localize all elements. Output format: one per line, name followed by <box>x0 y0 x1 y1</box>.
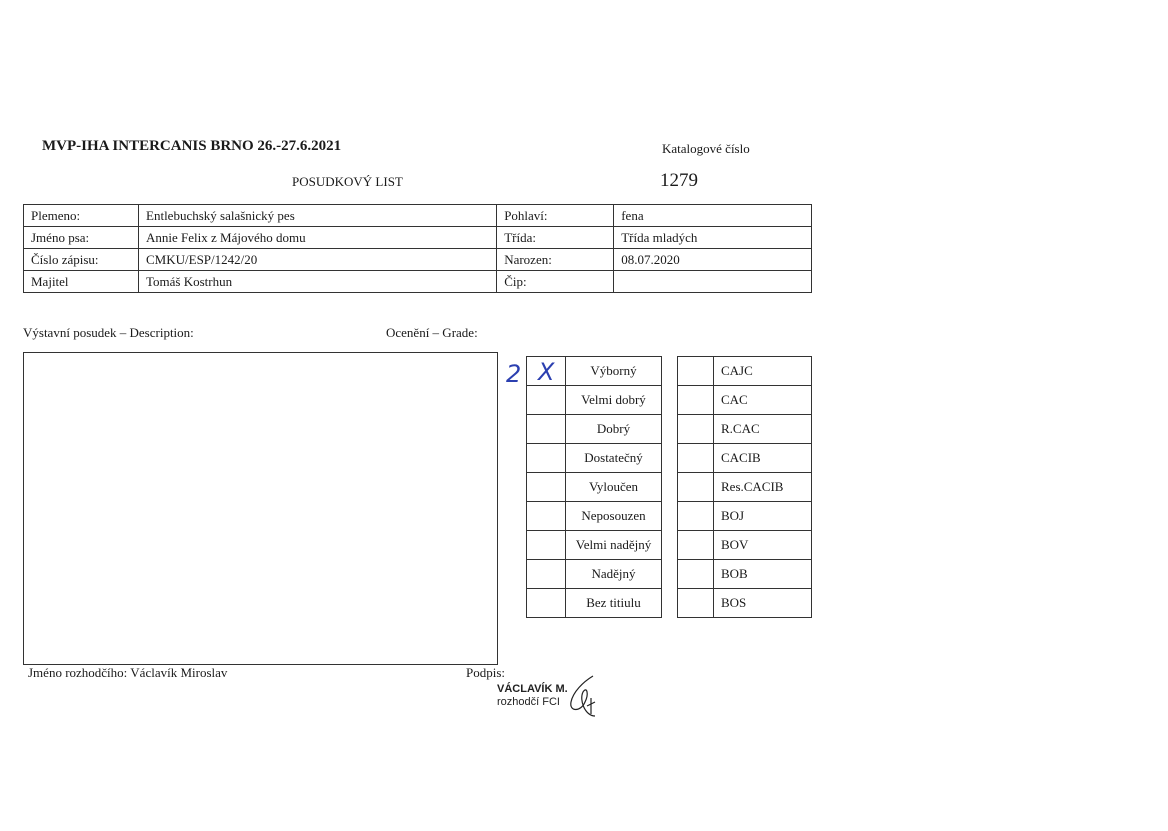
grade-mark-cell[interactable] <box>527 357 566 386</box>
grade-mark-cell[interactable] <box>527 473 566 502</box>
title-mark-cell[interactable] <box>678 415 714 444</box>
title-label-cell: CAC <box>714 386 812 415</box>
table-row <box>527 473 662 502</box>
judge-name: Jméno rozhodčího: Václavík Miroslav <box>28 665 228 680</box>
show-title: MVP-IHA INTERCANIS BRNO 26.-27.6.2021 <box>42 138 342 154</box>
table-row <box>678 531 812 560</box>
title-mark-cell[interactable] <box>678 589 714 618</box>
grade-mark-cell[interactable] <box>527 415 566 444</box>
table-row <box>678 386 812 415</box>
info-value: Annie Felix z Májového domu <box>139 227 497 249</box>
title-mark-cell[interactable] <box>678 473 714 502</box>
grade-mark-cell[interactable] <box>527 560 566 589</box>
table-row <box>678 357 812 386</box>
title-label-cell: Res.CACIB <box>714 473 812 502</box>
info-label: Číslo zápisu: <box>24 249 139 271</box>
info-value: fena <box>614 205 812 227</box>
info-value: Tomáš Kostrhun <box>139 271 497 293</box>
info-value: Entlebuchský salašnický pes <box>139 205 497 227</box>
title-mark-cell[interactable] <box>678 560 714 589</box>
grade-mark-cell[interactable] <box>527 386 566 415</box>
title-label-cell: BOB <box>714 560 812 589</box>
info-value: Třída mladých <box>614 227 812 249</box>
title-label-cell: BOV <box>714 531 812 560</box>
grade-label: Ocenění – Grade: <box>386 325 478 340</box>
stamp-name: VÁCLAVÍK M. <box>497 683 568 695</box>
table-row <box>527 560 662 589</box>
info-label: Jméno psa: <box>24 227 139 249</box>
title-label-cell: BOS <box>714 589 812 618</box>
table-row <box>678 473 812 502</box>
grade-label-cell: Vyloučen <box>566 473 662 502</box>
table-row <box>678 589 812 618</box>
title-mark-cell[interactable] <box>678 444 714 473</box>
table-row <box>678 444 812 473</box>
grade-label-cell: Výborný <box>566 357 662 386</box>
grade-mark-cell[interactable] <box>527 502 566 531</box>
table-row <box>678 502 812 531</box>
stamp-role: rozhodčí FCI <box>497 696 560 708</box>
table-row <box>527 386 662 415</box>
grade-label-cell: Nadějný <box>566 560 662 589</box>
title-mark-cell[interactable] <box>678 531 714 560</box>
table-row <box>527 415 662 444</box>
judge-stamp <box>497 683 568 709</box>
handwritten-placement: 2 <box>506 360 522 388</box>
table-row <box>24 227 812 249</box>
table-row <box>527 589 662 618</box>
grade-mark-cell[interactable] <box>527 589 566 618</box>
table-row <box>678 560 812 589</box>
grade-mark-cell[interactable] <box>527 531 566 560</box>
info-value <box>614 271 812 293</box>
title-mark-cell[interactable] <box>678 357 714 386</box>
grades-table <box>526 356 662 618</box>
title-label-cell: BOJ <box>714 502 812 531</box>
signature-scribble <box>565 672 601 722</box>
info-label: Čip: <box>497 271 614 293</box>
info-label: Narozen: <box>497 249 614 271</box>
title-label-cell: R.CAC <box>714 415 812 444</box>
form-subtitle: POSUDKOVÝ LIST <box>292 174 403 189</box>
table-row <box>24 271 812 293</box>
signature-label: Podpis: <box>466 665 506 680</box>
info-label: Plemeno: <box>24 205 139 227</box>
grade-label-cell: Bez titiulu <box>566 589 662 618</box>
table-row <box>24 205 812 227</box>
dog-info-table <box>23 204 812 293</box>
table-row <box>527 444 662 473</box>
table-row <box>527 531 662 560</box>
grade-label-cell: Velmi nadějný <box>566 531 662 560</box>
title-label-cell: CACIB <box>714 444 812 473</box>
info-label: Majitel <box>24 271 139 293</box>
grade-label-cell: Dostatečný <box>566 444 662 473</box>
grade-label-cell: Velmi dobrý <box>566 386 662 415</box>
grade-mark-cell[interactable] <box>527 444 566 473</box>
titles-table <box>677 356 812 618</box>
info-value: 08.07.2020 <box>614 249 812 271</box>
handwritten-mark: X <box>538 358 555 386</box>
catalog-number: 1279 <box>660 170 698 191</box>
grade-label-cell: Dobrý <box>566 415 662 444</box>
info-value: CMKU/ESP/1242/20 <box>139 249 497 271</box>
title-mark-cell[interactable] <box>678 386 714 415</box>
info-label: Třída: <box>497 227 614 249</box>
info-label: Pohlaví: <box>497 205 614 227</box>
table-row <box>678 415 812 444</box>
table-row <box>24 249 812 271</box>
title-label-cell: CAJC <box>714 357 812 386</box>
description-label: Výstavní posudek – Description: <box>23 325 194 340</box>
title-mark-cell[interactable] <box>678 502 714 531</box>
description-box[interactable] <box>23 352 498 665</box>
catalog-label: Katalogové číslo <box>662 141 750 156</box>
table-row <box>527 502 662 531</box>
table-row <box>527 357 662 386</box>
grade-label-cell: Neposouzen <box>566 502 662 531</box>
